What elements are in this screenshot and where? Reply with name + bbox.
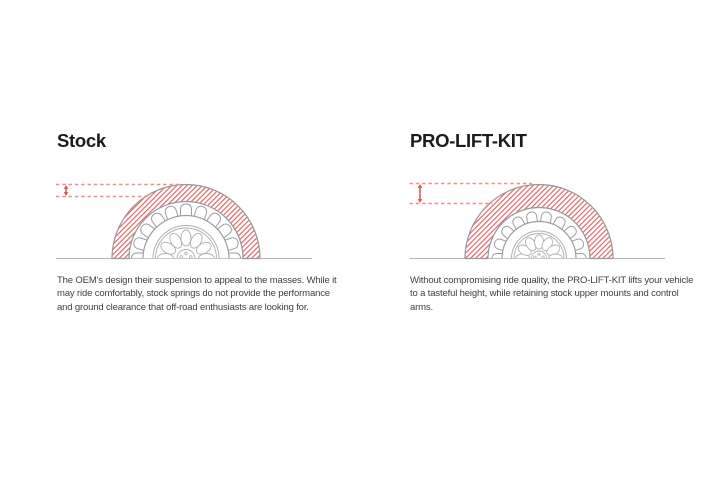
lug-bolt [188,261,191,264]
stock-description-line: The OEM's design their suspension to appeal to the masses. While it [57,275,337,286]
spoke-hole [545,259,562,274]
stock-description-line: and ground clearance that off-road enthusiasts are looking for. [57,301,309,313]
stock-heading: Stock [57,130,106,151]
pro-lift-kit-description [410,274,693,314]
stock-description [57,274,337,314]
spoke-hole [516,259,533,274]
lug-bolt [535,261,537,263]
lift-gap-marker [64,185,68,196]
pro-lift-kit-description-line: to a tasteful height, while retaining stock upper mounts and control [410,288,679,300]
lug-bolt [534,256,536,258]
lug-bolt [542,256,544,258]
pro-lift-kit-heading: PRO-LIFT-KIT [410,130,527,151]
pro-lift-kit-description-line: arms. [410,301,434,313]
lug-bolt [180,256,183,259]
lug-bolt [540,261,542,263]
lift-gap-marker [418,184,422,203]
lug-bolt [189,256,192,259]
spoke-hole [181,230,191,246]
lug-bolt [182,261,185,264]
lug-bolt [538,253,540,255]
stock-description-line: may ride comfortably, stock springs do not provide the performance [57,288,330,300]
lug-bolt [185,252,188,255]
pro-lift-kit-description-line: Without compromising ride quality, the PRO-LIFT-KIT lifts your vehicle [410,275,694,286]
